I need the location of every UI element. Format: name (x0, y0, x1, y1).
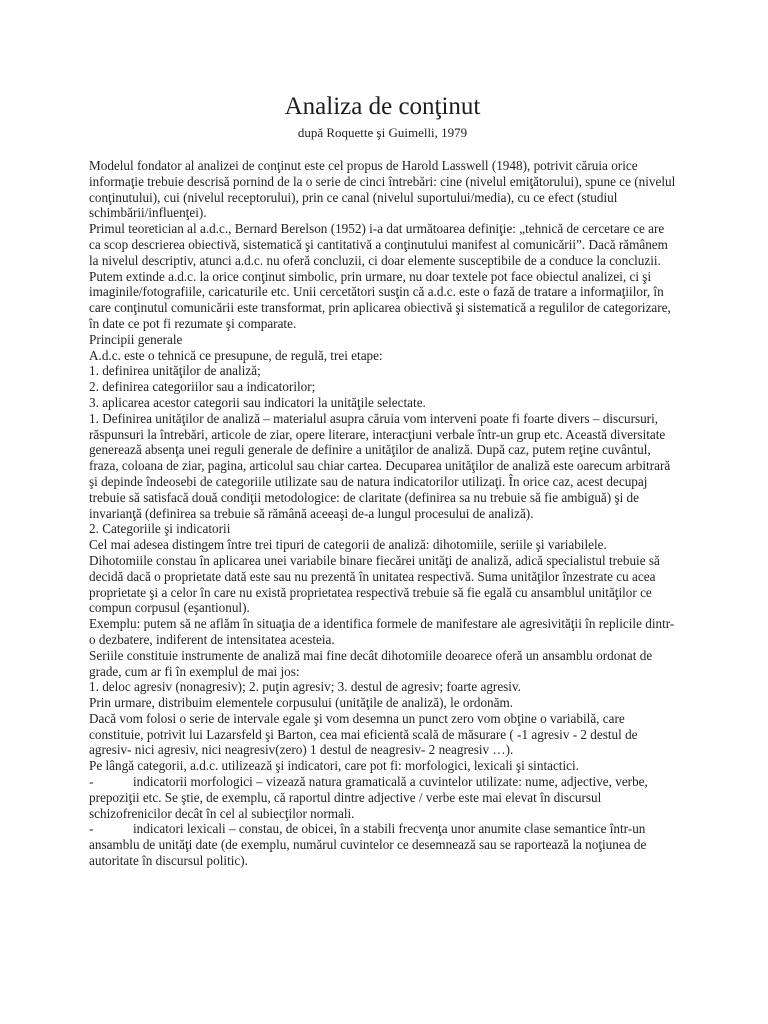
heading-principii-generale: Principii generale (89, 331, 183, 347)
paragraph-distribuire: Prin urmare, distribuim elementele corpusului (unităţile de analiză), le ordonăm. (89, 695, 514, 711)
bullet-marker: - (89, 821, 94, 837)
bullet-text: indicatorii morfologici – vizează natura gramaticală a cuvintelor utilizate: nume, adjective, verbe, prepoziţii etc. Se ştie, de exemplu, că raportul dintre adjective / verbe este mai elevat în discursul schizofrenicilor decât în cel al subiecţilor normali. (89, 774, 648, 821)
paragraph-exemplu: Exemplu: putem să ne aflăm în situaţia de a identifica formele de manifestare ale agresivităţii în replicile dintr-o dezbatere, indiferent de intensitatea acesteia. (89, 616, 675, 647)
list-item-etapa-1: 1. definirea unităţilor de analiză; (89, 363, 261, 379)
paragraph-variabila: Dacă vom folosi o serie de intervale egale şi vom desemna un punct zero vom obţine o variabilă, care constituie, potrivit lui Lazarsfeld şi Barton, cea mai eficientă scală de măsurare ( -1 agresiv - 2 destul de agresiv- nici agresiv, nici neagresiv(zero) 1 destul de neagresiv- 2 neagresiv …). (89, 710, 638, 758)
paragraph-etape: A.d.c. este o tehnică ce presupune, de regulă, trei etape: (89, 347, 383, 363)
bullet-indicatori-morfologici (89, 774, 676, 821)
list-item-etapa-3: 3. aplicarea acestor categorii sau indicatori la unităţile selectate. (89, 394, 426, 410)
list-item-etapa-2: 2. definirea categoriilor sau a indicatorilor; (89, 379, 316, 395)
bullet-indicatori-lexicali (89, 821, 676, 868)
document-title: Analiza de conţinut (284, 93, 481, 120)
document-subtitle: după Roquette şi Guimelli, 1979 (297, 125, 468, 140)
bullet-marker: - (89, 774, 94, 790)
paragraph-scala-agresivitate: 1. deloc agresiv (nonagresiv); 2. puţin agresiv; 3. destul de agresiv; foarte agresiv. (89, 679, 521, 695)
document-body (89, 158, 676, 869)
paragraph-dihotomii: Dihotomiile constau în aplicarea unei variabile binare fiecărei unităţi de analiză, adică specialistul trebuie să decidă dacă o proprietate dată este sau nu prezentă în unitatea respectivă. Suma unităţilor înzestrate cu acea proprietate şi a celor în care nu există proprietatea respectivă trebuie să fie egală cu ansamblul unităţilor ce compun corpusul (eşantionul). (89, 552, 660, 616)
bullet-text: indicatori lexicali – constau, de obicei, în a stabili frecvenţa unor anumite clase semantice într-un ansamblu de unităţi date (de exemplu, numărul cuvintelor ce desemnează sau se raportează la noţiunea de autoritate în discursul politic). (89, 821, 647, 869)
paragraph-serii: Seriile constituie instrumente de analiză mai fine decât dihotomiile deoarece oferă un ansamblu ordonat de grade, cum ar fi în exemplul de mai jos: (89, 647, 653, 679)
paragraph-unitati-analiza: 1. Definirea unităţilor de analiză – materialul asupra căruia vom interveni poate fi foarte divers – discursuri, răspunsuri la întrebări, articole de ziar, opere literare, interacţiuni verbale într-un grup etc. Această diversitate generează absenţa unei reguli generale de definire a unităţilor de analiză. După caz, putem reţine cuvântul, fraza, coloana de ziar, pagina, articolul sau chiar cartea. Decuparea unităţilor de analiză este oarecum arbitrară şi depinde îndeosebi de categoriile utilizate sau de natura indicatorilor utilizaţi. În orice caz, acest decupaj trebuie să satisfacă două condiţii metodologice: de claritate (definirea sa nu trebuie să fie ambiguă) şi de invarianţă (definirea sa trebuie să rămână aceeaşi de-a lungul procesului de analiză). (89, 410, 671, 521)
heading-categorii-indicatori: 2. Categoriile şi indicatorii (89, 521, 231, 537)
paragraph-berelson: Primul teoretician al a.d.c., Bernard Berelson (1952) i-a dat următoarea definiţie: „tehnică de cercetare ce are ca scop descrierea obiectivă, sistematică şi cantitativă a conţinutului manifest al comunicării”. Dacă rămânem la nivelul descriptiv, atunci a.d.c. nu oferă concluzii, ci doar elemente susceptibile de a conduce la concluzii. Putem extinde a.d.c. la orice conţinut simbolic, prin urmare, nu doar textele pot face obiectul analizei, ci şi imaginile/fotografiile, caricaturile etc. Unii cercetători susţin că a.d.c. este o fază de tratare a informaţiilor, în care conţinutul comunicării este transformat, prin aplicarea obiectivă şi sistematică a regulilor de categorizare, în date ce pot fi rezumate şi comparate. (89, 221, 671, 331)
paragraph-indicatori: Pe lângă categorii, a.d.c. utilizează şi indicatori, care pot fi: morfologici, lexicali şi sintactici. (89, 758, 579, 774)
paragraph-lasswell: Modelul fondator al analizei de conţinut este cel propus de Harold Lasswell (1948), potrivit căruia orice informaţie trebuie descrisă pornind de la o serie de cinci întrebări: cine (nivelul emiţătorului), spune ce (nivelul conţinutului), cui (nivelul receptorului), prin ce canal (nivelul suportului/media), cu ce efect (studiul schimbării/influenţei). (89, 158, 676, 221)
paragraph-tipuri-categorii: Cel mai adesea distingem între trei tipuri de categorii de analiză: dihotomiile, seriile şi variabilele. (89, 537, 607, 553)
